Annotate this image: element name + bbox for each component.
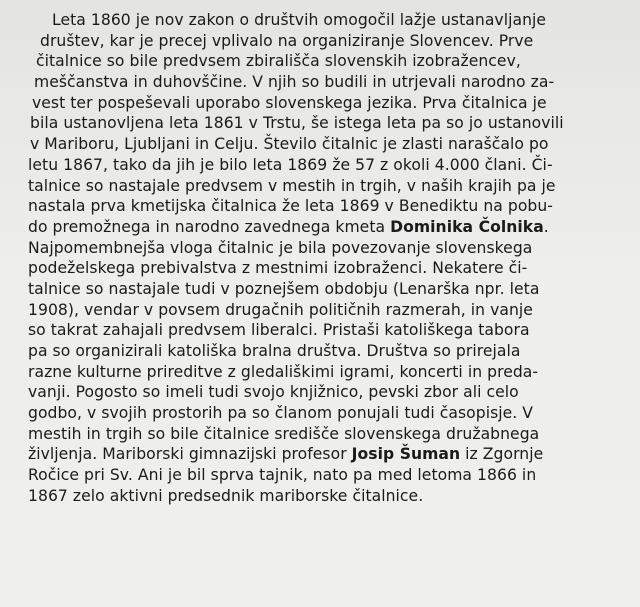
- text-line: [28, 486, 628, 507]
- text-line: [28, 341, 628, 362]
- text-segment: podeželskega prebivalstva z mestnimi izobraženci. Nekatere či-: [28, 259, 528, 278]
- text-line: [28, 155, 628, 176]
- text-line: [28, 93, 628, 114]
- text-segment: 1908), vendar v povsem drugačnih političnih razmerah, in vanje: [28, 300, 533, 319]
- text-segment: so takrat zahajali predvsem liberalci. Pristaši katoliškega tabora: [28, 321, 530, 340]
- text-segment: pa so organizirali katoliška bralna društva. Društva so prirejala: [28, 342, 521, 360]
- text-line: [28, 113, 628, 134]
- text-line: [28, 465, 628, 486]
- text-segment: nastala prva kmetijska čitalnica že leta 1869 v Benediktu na pobu-: [28, 197, 553, 216]
- text-line: [28, 362, 628, 383]
- text-segment: razne kulturne prireditve z gledališkimi igrami, koncerti in preda-: [28, 362, 539, 381]
- text-line: [28, 424, 628, 445]
- article-text: [28, 10, 628, 507]
- text-segment: življenja. Mariborski gimnazijski profesor: [28, 445, 352, 464]
- text-segment: .: [543, 217, 549, 236]
- text-line: [28, 238, 628, 259]
- text-line: [28, 444, 628, 465]
- text-segment: Najpomembnejša vloga čitalnic je bila povezovanje slovenskega: [28, 238, 533, 257]
- text-line: [28, 382, 628, 403]
- text-segment: v Mariboru, Ljubljani in Celju. Število čitalnic je zlasti naraščalo po: [30, 135, 549, 154]
- text-line: [28, 300, 628, 321]
- text-line: [28, 279, 628, 300]
- text-line: [28, 134, 628, 155]
- text-line: [28, 51, 628, 72]
- text-segment: letu 1867, tako da jih je bilo leta 1869 že 57 z okoli 4.000 člani. Či-: [28, 155, 553, 174]
- text-segment: meščanstva in duhovščine. V njih so budili in utrjevali narodno za-: [34, 73, 555, 92]
- text-line: [28, 403, 628, 424]
- text-segment: mestih in trgih so bile čitalnice središče slovenskega družabnega: [28, 424, 540, 443]
- text-segment: iz Zgornje: [460, 445, 544, 464]
- text-line: [28, 72, 628, 93]
- text-segment: Ročice pri Sv. Ani je bil sprva tajnik, nato pa med letoma 1866 in: [28, 466, 537, 485]
- text-segment: društev, kar je precej vplivalo na organiziranje Slovencev. Prve: [40, 31, 534, 50]
- text-segment: vest ter pospeševali uporabo slovenskega jezika. Prva čitalnica je: [32, 93, 547, 112]
- text-segment: talnice so nastajale tudi v poznejšem obdobju (Lenarška npr. leta: [28, 279, 540, 298]
- person-name: Josip Šuman: [351, 445, 461, 464]
- text-segment: čitalnice so bile predvsem zbirališča slovenskih izobražencev,: [36, 52, 521, 71]
- text-segment: vanji. Pogosto so imeli tudi svojo knjižnico, pevski zbor ali celo: [28, 383, 519, 402]
- text-line: [28, 217, 628, 238]
- text-line: [28, 320, 628, 341]
- text-segment: bila ustanovljena leta 1861 v Trstu, še istega leta pa so jo ustanovili: [30, 114, 564, 133]
- text-line: [28, 258, 628, 279]
- text-segment: Leta 1860 je nov zakon o društvih omogočil lažje ustanavljanje: [52, 11, 547, 29]
- text-line: [28, 31, 628, 52]
- text-line: [28, 176, 628, 197]
- text-line: [28, 196, 628, 217]
- text-line: [28, 10, 628, 31]
- text-segment: 1867 zelo aktivni predsednik mariborske čitalnice.: [28, 486, 424, 505]
- text-segment: godbo, v svojih prostorih pa so članom ponujali tudi časopisje. V: [28, 404, 534, 423]
- person-name: Dominika Čolnika: [390, 217, 544, 236]
- text-segment: do premožnega in narodno zavednega kmeta: [28, 217, 391, 236]
- text-segment: talnice so nastajale predvsem v mestih in trgih, v naših krajih pa je: [28, 176, 556, 195]
